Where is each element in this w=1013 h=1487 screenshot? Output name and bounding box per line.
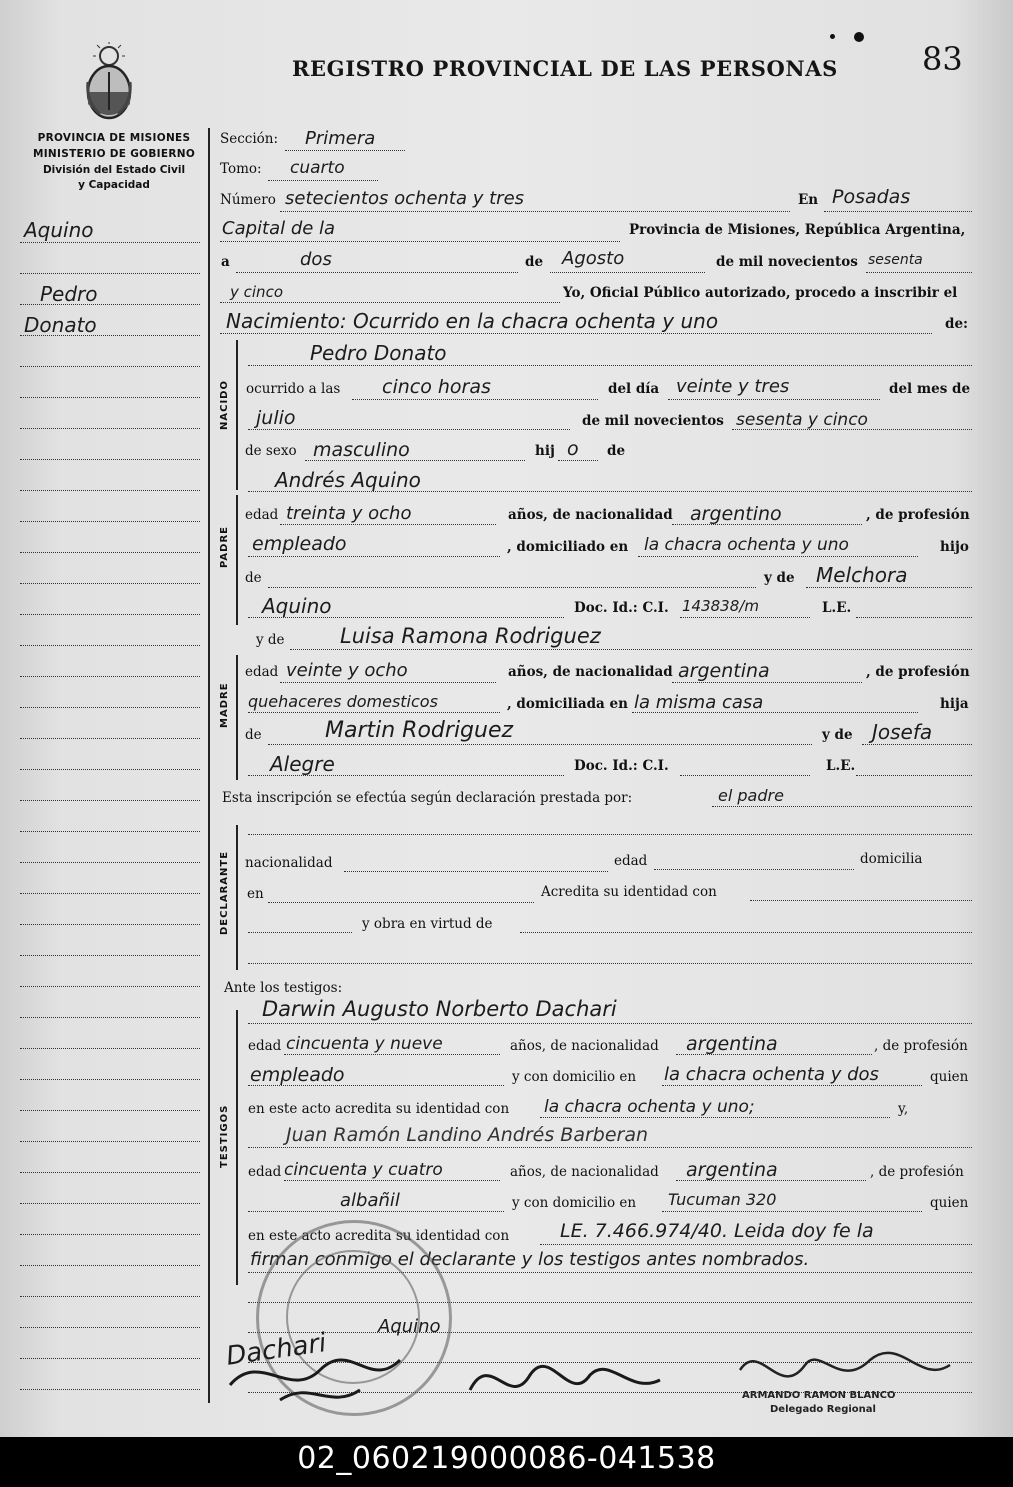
testigo-edad-label: edad	[248, 1038, 282, 1054]
padre-de-label: de	[245, 570, 262, 586]
madre-nac-label: años, de nacionalidad	[508, 664, 673, 680]
a-label: a	[221, 254, 230, 270]
padre-dom-label: , domiciliado en	[507, 539, 629, 555]
en-value: Posadas	[832, 186, 911, 208]
sexo-value: masculino	[313, 439, 410, 461]
margin-ruled-line	[20, 738, 200, 739]
ministry-label: MINISTERIO DE GOBIERNO	[32, 148, 196, 160]
province-label: PROVINCIA DE MISIONES	[37, 132, 191, 144]
margin-ruled-line	[20, 1358, 200, 1359]
official-stamp-name: ARMANDO RAMON BLANCO	[742, 1390, 896, 1401]
declarante-dom-label: domicilia	[860, 851, 923, 867]
madre-dom-label: , domiciliada en	[507, 696, 628, 712]
mil-text: de mil novecientos	[716, 254, 858, 270]
margin-ruled-line	[20, 273, 200, 274]
margin-ruled-line	[20, 490, 200, 491]
ink-mark	[854, 32, 864, 42]
provincia-text: Provincia de Misiones, República Argentina,	[629, 222, 966, 238]
ocurrido-label: ocurrido a las	[246, 381, 341, 397]
nacido-de-label: de	[607, 443, 626, 459]
sidebar-given-name-2: Donato	[24, 313, 97, 337]
margin-ruled-line	[20, 1079, 200, 1080]
margin-ruled-line	[20, 614, 200, 615]
padre-edad: treinta y ocho	[286, 503, 412, 524]
declarante-tag: DECLARANTE	[219, 850, 230, 935]
del-dia-label: del día	[608, 381, 660, 397]
seccion-label: Sección:	[220, 131, 279, 147]
image-id-footer	[0, 1437, 1013, 1487]
padre-name: Andrés Aquino	[275, 468, 421, 492]
padre-domicilio: la chacra ochenta y uno	[644, 535, 849, 555]
folio-number: 83	[922, 40, 963, 78]
capital-value: Capital de la	[222, 218, 336, 239]
mes-value: julio	[256, 407, 296, 429]
madre-tag: MADRE	[219, 682, 230, 728]
madre-name: Luisa Ramona Rodriguez	[340, 624, 601, 648]
de-colon-label: de:	[945, 316, 969, 332]
signature-declarante: Dachari	[224, 1328, 329, 1372]
padre-doc-label: Doc. Id.: C.I.	[574, 600, 669, 616]
oficial-text: Yo, Oficial Público autorizado, procedo a inscribir el	[563, 285, 958, 301]
margin-ruled-line	[20, 583, 200, 584]
testigo-y-label: y,	[898, 1101, 909, 1117]
testigo1-name: Darwin Augusto Norberto Dachari	[262, 997, 617, 1021]
padre-tag: PADRE	[219, 526, 230, 568]
ink-mark	[830, 34, 835, 39]
numero-label: Número	[220, 192, 276, 208]
seccion-value: Primera	[305, 128, 376, 149]
testigos-tag: TESTIGOS	[219, 1104, 230, 1168]
testigo-nac-label: años, de nacionalidad	[510, 1038, 659, 1054]
sidebar-given-name: Pedro	[40, 282, 98, 306]
ante-testigos-label: Ante los testigos:	[224, 980, 343, 996]
testigo2-prof-label: , de profesión	[870, 1164, 964, 1180]
padre-hijo-label: hijo	[940, 539, 969, 555]
margin-ruled-line	[20, 831, 200, 832]
margin-ruled-line	[20, 242, 200, 243]
dia-value: veinte y tres	[676, 376, 790, 397]
madre-profesion: quehaceres domesticos	[248, 692, 438, 711]
page-title: REGISTRO PROVINCIAL DE LAS PERSONAS	[292, 56, 838, 81]
madre-bracket	[236, 655, 238, 780]
mil-label: de mil novecientos	[582, 413, 724, 429]
padre-doc: 143838/m	[682, 597, 759, 615]
margin-ruled-line	[20, 1110, 200, 1111]
margin-ruled-line	[20, 769, 200, 770]
declaracion-value: el padre	[718, 786, 784, 805]
del-mes-label: del mes de	[889, 381, 971, 397]
declarante-bracket	[236, 825, 238, 970]
hij-label: hij	[535, 443, 555, 459]
margin-ruled-line	[20, 1203, 200, 1204]
day-value: dos	[300, 249, 332, 270]
madre-prof-label: , de profesión	[866, 664, 970, 680]
margin-rule	[208, 128, 210, 1403]
padre-abuela: Melchora	[816, 563, 908, 587]
hij-value: o	[567, 438, 579, 460]
numero-value: setecientos ochenta y tres	[285, 188, 525, 209]
padre-profesion: empleado	[252, 533, 347, 555]
testigo2-edad-label: edad	[248, 1164, 282, 1180]
nacido-name: Pedro Donato	[310, 341, 447, 365]
coat-of-arms-icon	[78, 42, 140, 128]
nacido-tag: NACIDO	[219, 380, 230, 430]
margin-ruled-line	[20, 955, 200, 956]
nacido-bracket	[236, 340, 238, 490]
margin-ruled-line	[20, 1327, 200, 1328]
padre-le-label: L.E.	[822, 600, 852, 616]
acta-value: Nacimiento: Ocurrido en la chacra ochenta y uno	[226, 309, 719, 333]
declaracion-text: Esta inscripción se efectúa según declaración prestada por:	[222, 790, 633, 806]
madre-de-label: de	[245, 727, 262, 743]
testigo2-quien-label: quien	[930, 1195, 969, 1211]
margin-ruled-line	[20, 521, 200, 522]
sexo-label: de sexo	[245, 443, 297, 459]
month-value: Agosto	[562, 248, 625, 269]
sidebar-surname: Aquino	[24, 218, 94, 242]
testigo1-dom: la chacra ochenta y dos	[664, 1064, 879, 1085]
margin-ruled-line	[20, 893, 200, 894]
year-value: sesenta	[868, 252, 923, 268]
tomo-label: Tomo:	[220, 161, 262, 177]
declarante-nac-label: nacionalidad	[245, 855, 333, 871]
margin-ruled-line	[20, 1048, 200, 1049]
padre-abuela-2: Aquino	[262, 594, 332, 618]
madre-domicilio: la misma casa	[634, 692, 764, 713]
testigo2-nac: argentina	[686, 1159, 778, 1181]
margin-ruled-line	[20, 366, 200, 367]
madre-y-de-label: y de	[256, 632, 285, 648]
testigo-prof-label: , de profesión	[874, 1038, 968, 1054]
margin-ruled-line	[20, 986, 200, 987]
padre-nacionalidad: argentino	[690, 503, 782, 525]
margin-ruled-line	[20, 428, 200, 429]
margin-ruled-line	[20, 1141, 200, 1142]
testigo2-prof: albañil	[340, 1190, 400, 1211]
madre-abuela-2: Alegre	[270, 752, 335, 776]
madre-doc-label: Doc. Id.: C.I.	[574, 758, 669, 774]
hora-value: cinco horas	[382, 376, 491, 398]
testigo-quien-label: quien	[930, 1069, 969, 1085]
testigo2-name: Juan Ramón Landino Andrés Barberan	[286, 1124, 649, 1146]
testigo-dom-label: y con domicilio en	[512, 1069, 637, 1085]
madre-le-label: L.E.	[826, 758, 856, 774]
testigo-acredita-label: en este acto acredita su identidad con	[248, 1101, 510, 1117]
madre-y-de-label-2: y de	[822, 727, 853, 743]
official-stamp-title: Delegado Regional	[770, 1404, 876, 1415]
testigo2-edad: cincuenta y cuatro	[284, 1160, 443, 1180]
margin-ruled-line	[20, 1265, 200, 1266]
tomo-value: cuarto	[290, 158, 345, 178]
margin-ruled-line	[20, 1172, 200, 1173]
margin-ruled-line	[20, 676, 200, 677]
testigo2-nac-label: años, de nacionalidad	[510, 1164, 659, 1180]
declarante-edad-label: edad	[614, 853, 648, 869]
declarante-acredita-label: Acredita su identidad con	[541, 884, 717, 900]
margin-ruled-line	[20, 645, 200, 646]
anio-value: sesenta y cinco	[736, 410, 868, 430]
margin-ruled-line	[20, 552, 200, 553]
margin-ruled-line	[20, 800, 200, 801]
margin-ruled-line	[20, 1296, 200, 1297]
signature-padre: Aquino	[378, 1316, 441, 1337]
madre-nacionalidad: argentina	[678, 660, 770, 682]
padre-y-de-label: y de	[764, 570, 795, 586]
testigo1-edad: cincuenta y nueve	[286, 1034, 443, 1054]
madre-edad-label: edad	[245, 664, 279, 680]
padre-edad-label: edad	[245, 507, 279, 523]
margin-ruled-line	[20, 1234, 200, 1235]
testigo1-nac: argentina	[686, 1033, 778, 1055]
madre-edad: veinte y ocho	[286, 660, 408, 681]
padre-bracket	[236, 495, 238, 625]
margin-ruled-line	[20, 1389, 200, 1390]
division-label-2: y Capacidad	[78, 179, 150, 191]
declarante-en-label: en	[247, 886, 264, 902]
image-id-text: 02_060219000086-041538	[297, 1441, 716, 1476]
declarante-obra-label: y obra en virtud de	[362, 916, 493, 932]
margin-ruled-line	[20, 862, 200, 863]
testigo1-acredita: la chacra ochenta y uno;	[544, 1097, 755, 1117]
testigo2-dom-label: y con domicilio en	[512, 1195, 637, 1211]
testigo2-acredita-label: en este acto acredita su identidad con	[248, 1228, 510, 1244]
testigos-bracket	[236, 1010, 238, 1285]
padre-prof-label: , de profesión	[866, 507, 970, 523]
division-label: División del Estado Civil	[42, 164, 186, 176]
margin-ruled-line	[20, 397, 200, 398]
margin-ruled-line	[20, 459, 200, 460]
madre-abuela: Josefa	[872, 720, 933, 744]
en-label: En	[798, 192, 819, 208]
testigo2-dom: Tucuman 320	[668, 1190, 777, 1209]
closing-text: firman conmigo el declarante y los testigos antes nombrados.	[250, 1249, 810, 1270]
margin-ruled-line	[20, 924, 200, 925]
de-label: de	[525, 254, 544, 270]
margin-ruled-line	[20, 707, 200, 708]
madre-hija-label: hija	[940, 696, 969, 712]
madre-abuelo: Martin Rodriguez	[325, 718, 514, 743]
testigo2-acredita: LE. 7.466.974/40. Leida doy fe la	[560, 1220, 874, 1242]
year-value-2: y cinco	[230, 283, 283, 301]
testigo1-prof: empleado	[250, 1064, 345, 1086]
margin-ruled-line	[20, 1017, 200, 1018]
padre-nac-label: años, de nacionalidad	[508, 507, 673, 523]
